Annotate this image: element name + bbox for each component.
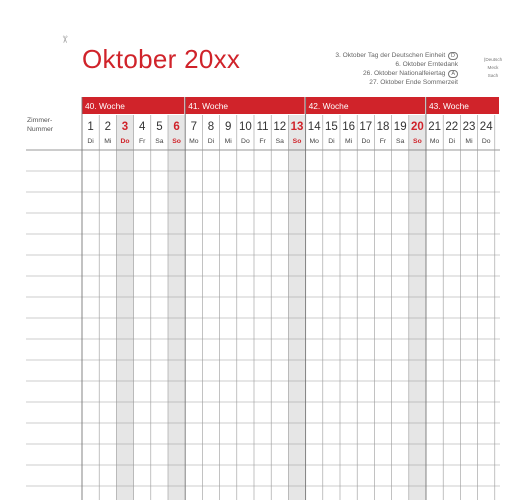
day-name: Di bbox=[207, 138, 215, 145]
day-number: 4 bbox=[138, 121, 146, 133]
country-badge-icon: A bbox=[448, 70, 458, 78]
room-number-label: Zimmer- Nummer bbox=[27, 117, 54, 133]
week-label: 43. Woche bbox=[429, 101, 469, 111]
day-number: 12 bbox=[273, 121, 287, 133]
day-name: So bbox=[172, 138, 181, 145]
day-number: 11 bbox=[256, 121, 269, 133]
day-name: Mo bbox=[429, 138, 440, 145]
day-number: 2 bbox=[104, 121, 112, 133]
day-number: 20 bbox=[411, 121, 424, 133]
highlight-column bbox=[409, 115, 426, 500]
highlight-column bbox=[288, 115, 305, 500]
day-number: 21 bbox=[428, 121, 441, 133]
day-number: 5 bbox=[156, 121, 163, 133]
day-number: 3 bbox=[121, 121, 129, 133]
day-name: Mi bbox=[465, 138, 473, 145]
day-name: Fr bbox=[259, 138, 266, 145]
holiday-footnote: (Deutsch Meck Sach bbox=[483, 57, 503, 78]
day-name: Fr bbox=[379, 138, 387, 145]
day-name: Mi bbox=[104, 138, 112, 145]
day-number: 14 bbox=[307, 121, 321, 133]
day-number: 1 bbox=[87, 121, 94, 133]
week-label: 41. Woche bbox=[188, 101, 229, 111]
day-name: So bbox=[413, 138, 422, 145]
day-number: 8 bbox=[207, 121, 215, 133]
day-number: 19 bbox=[393, 121, 407, 133]
week-label: 40. Woche bbox=[85, 101, 125, 111]
day-number: 6 bbox=[173, 121, 180, 133]
day-name: So bbox=[292, 138, 302, 145]
day-number: 24 bbox=[479, 121, 493, 133]
day-name: Sa bbox=[275, 138, 284, 145]
day-number: 23 bbox=[462, 121, 476, 133]
day-name: Do bbox=[120, 138, 130, 145]
day-number: 13 bbox=[290, 121, 304, 133]
day-name: Mi bbox=[345, 138, 353, 145]
holiday-item: 3. Oktober Tag der Deutschen Einheit D bbox=[335, 51, 458, 60]
scissors-icon: ✂ bbox=[58, 35, 70, 44]
day-name: Do bbox=[481, 138, 491, 145]
day-number: 9 bbox=[224, 121, 232, 133]
holiday-item: 26. Oktober Nationalfeiertag A bbox=[335, 69, 458, 78]
holiday-item: 6. Oktober Erntedank bbox=[395, 61, 458, 69]
day-number: 22 bbox=[445, 121, 459, 133]
day-number: 7 bbox=[190, 121, 198, 133]
day-number: 10 bbox=[239, 121, 252, 133]
day-name: Mi bbox=[224, 138, 232, 145]
day-name: Sa bbox=[396, 138, 405, 145]
day-name: Sa bbox=[155, 138, 164, 145]
day-name: Di bbox=[87, 138, 94, 145]
day-name: Fr bbox=[138, 138, 146, 145]
highlight-column bbox=[116, 115, 133, 500]
day-number: 16 bbox=[342, 121, 355, 133]
day-number: 15 bbox=[325, 121, 338, 133]
week-label: 42. Woche bbox=[308, 101, 349, 111]
day-name: Di bbox=[328, 138, 335, 145]
highlight-column bbox=[168, 115, 185, 500]
day-name: Do bbox=[241, 138, 250, 145]
day-number: 17 bbox=[359, 121, 373, 133]
holiday-item: 27. Oktober Ende Sommerzeit bbox=[369, 79, 458, 87]
day-name: Mo bbox=[309, 138, 319, 145]
page-title: Oktober 20xx bbox=[82, 44, 241, 74]
day-name: Do bbox=[361, 138, 371, 145]
day-name: Mo bbox=[189, 138, 199, 145]
country-badge-icon: D bbox=[448, 52, 458, 60]
day-name: Di bbox=[448, 138, 456, 145]
day-number: 18 bbox=[376, 121, 390, 133]
